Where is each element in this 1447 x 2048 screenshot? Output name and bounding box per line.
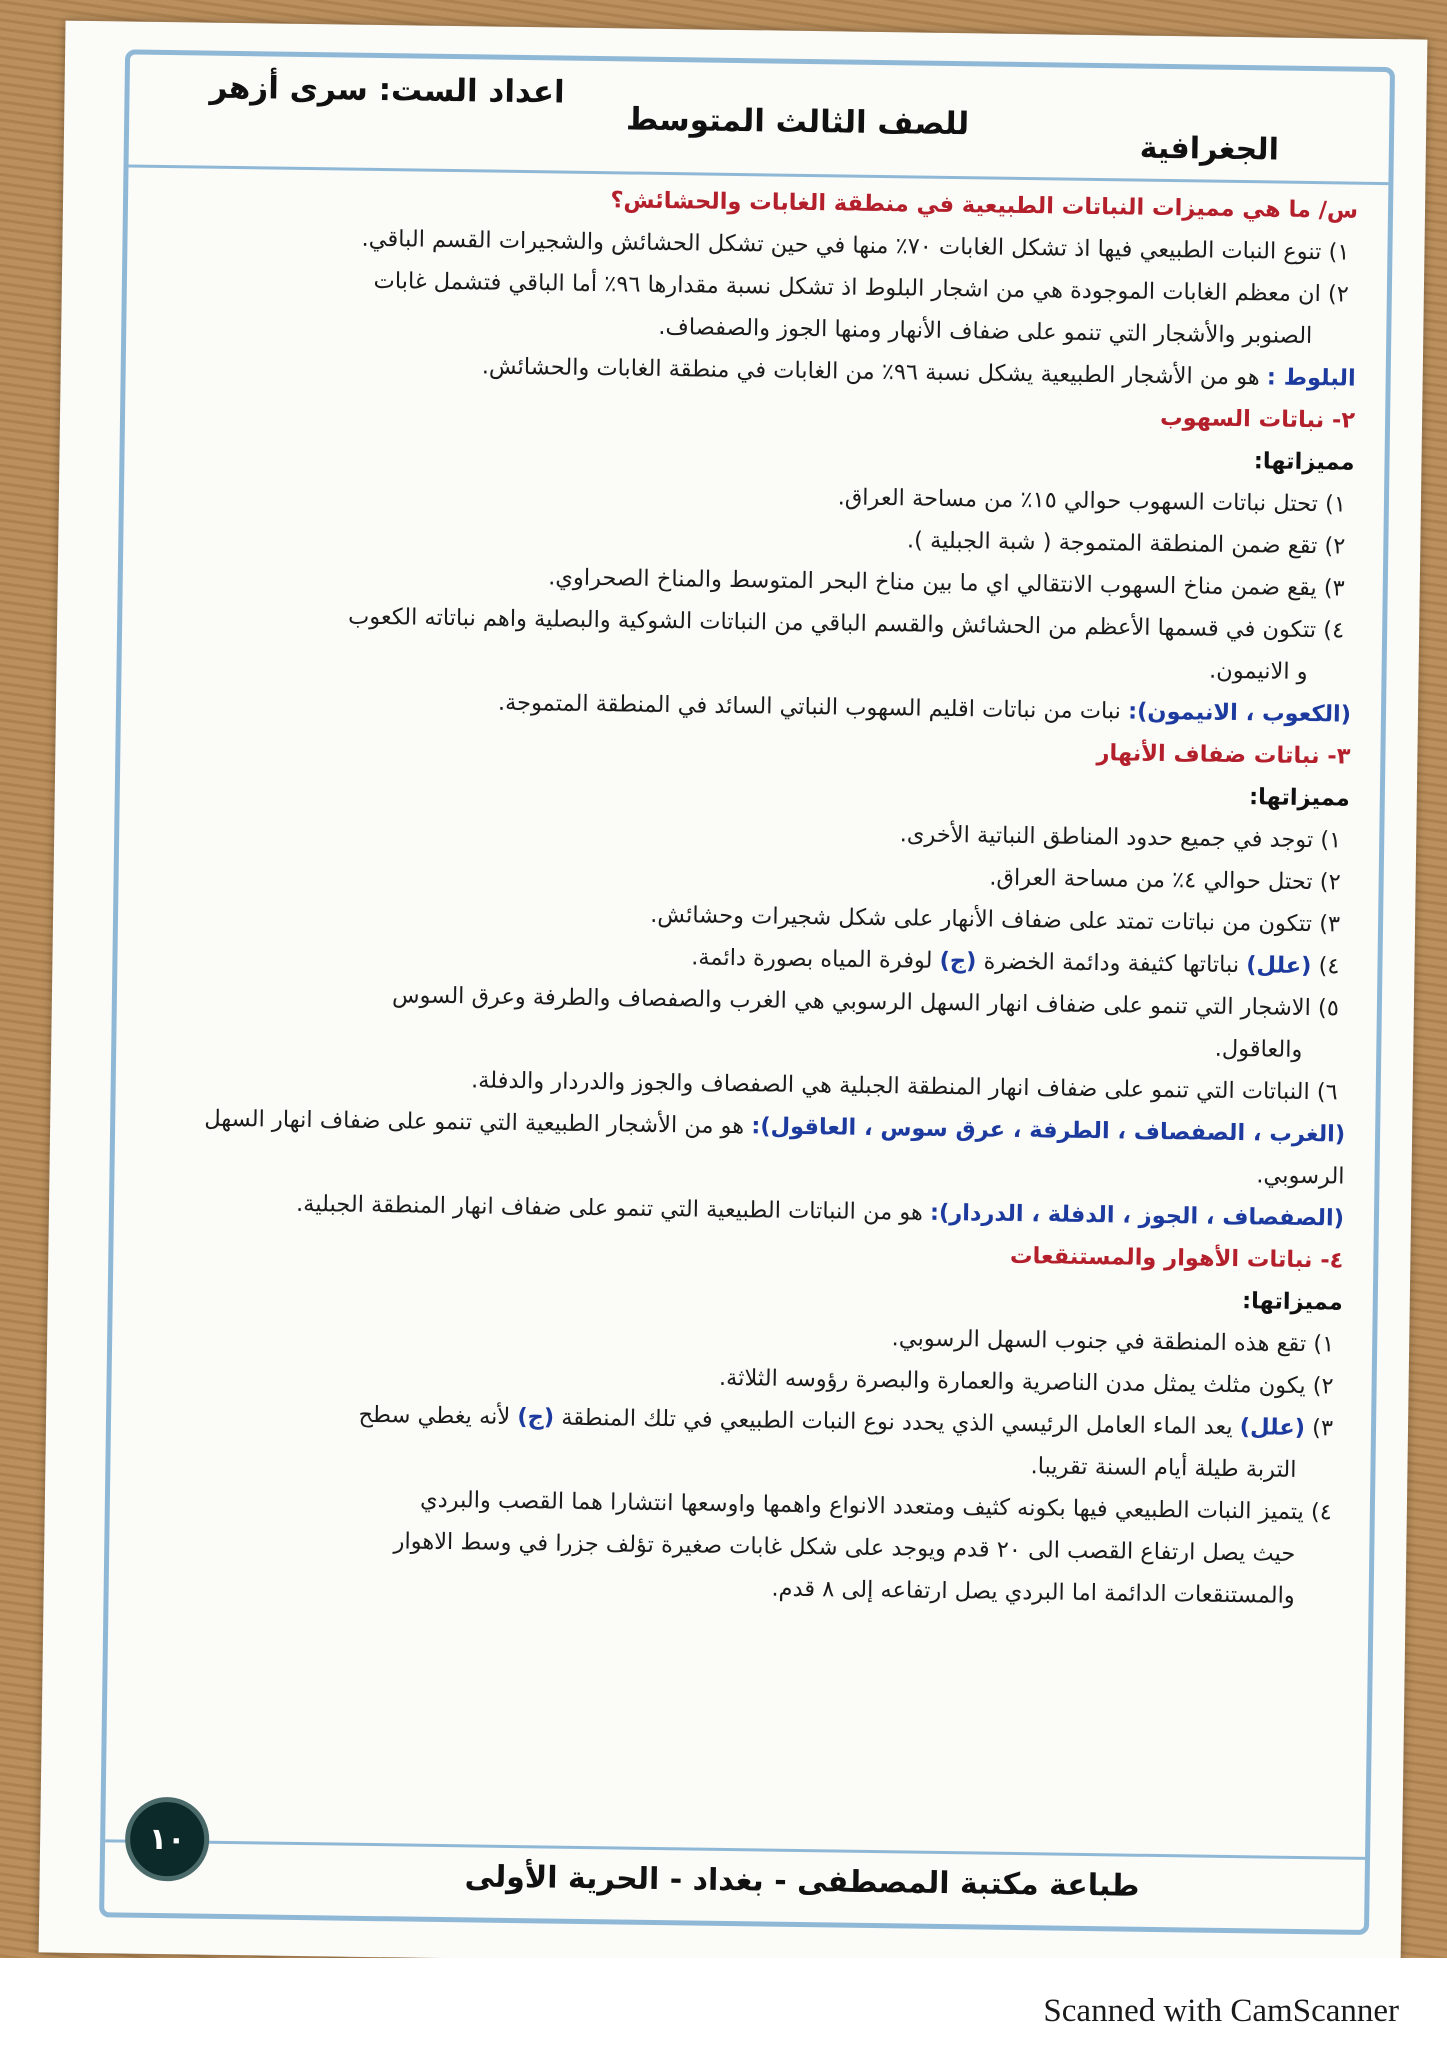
why-marker: (علل) <box>1239 1414 1306 1442</box>
list-item: ١) تنوع النبات الطبيعي فيها اذ تشكل الغابات ٧٠٪ منها في حين تشكل الحشائش والشجيرات القسم الباقي. <box>361 225 1350 266</box>
list-item: ٥) الاشجار التي تنمو على ضفاف انهار السهل الرسوبي هي الغرب والصفصاف والطرفة وعرق السوس <box>391 982 1340 1022</box>
list-item: ١) تحتل نباتات السهوب حوالي ١٥٪ من مساحة العراق. <box>837 484 1347 518</box>
definition-text: نبات من نباتات اقليم السهوب النباتي السائد في المنطقة المتموجة. <box>497 689 1122 725</box>
features-label: مميزاتها: <box>1248 784 1350 812</box>
why-marker: (علل) <box>1246 952 1312 980</box>
item-text: يعد الماء العامل الرئيسي الذي يحدد نوع النبات الطبيعي في تلك المنطقة <box>561 1404 1233 1441</box>
list-item: ٢) تحتل حوالي ٤٪ من مساحة العراق. <box>989 864 1341 896</box>
definition-term: (الغرب ، الصفصاف ، الطرفة ، عرق سوس ، العاقول): <box>751 1113 1346 1148</box>
page-header <box>129 54 1390 185</box>
page-footer <box>104 1821 1365 1930</box>
list-item-continuation: والمستنقعات الدائمة اما البردي يصل ارتفاعه إلى ٨ قدم. <box>771 1575 1295 1609</box>
definition-term: البلوط : <box>1266 364 1356 392</box>
list-item: ٤) يتميز النبات الطبيعي فيها بكونه كثيف ومتعدد الانواع واهمها واوسعها انتشارا هما القصب والبردي <box>419 1486 1333 1526</box>
list-item: ٢) يكون مثلث يمثل مدن الناصرية والعمارة والبصرة رؤوسه الثلاثة. <box>718 1364 1334 1400</box>
subject-title: الجغرافية <box>1139 130 1280 168</box>
list-item: ٦) النباتات التي تنمو على ضفاف انهار المنطقة الجبلية هي الصفصاف والجوز والدردار والدفلة. <box>470 1067 1338 1106</box>
printer-credit: طباعة مكتبة المصطفى - بغداد - الحرية الأولى <box>464 1859 1140 1904</box>
answer-marker: (ج) <box>939 947 977 975</box>
author-credit: اعداد الست: سرى أزهر <box>209 69 565 111</box>
list-item: ٢) ان معظم الغابات الموجودة هي من اشجار البلوط اذ تشكل نسبة مقدارها ٩٦٪ أما الباقي فتشمل غابات <box>373 267 1350 308</box>
page-number-badge: ١٠ <box>125 1797 210 1882</box>
list-item-continuation: والعاقول. <box>1214 1035 1303 1063</box>
camscanner-watermark: Scanned with CamScanner <box>1043 1993 1399 2029</box>
scanned-page <box>39 21 1428 1972</box>
answer-marker: (ج) <box>517 1404 555 1431</box>
item-number: ٣) <box>1311 1415 1334 1442</box>
section-title: ٣- نباتات ضفاف الأنهار <box>1096 740 1351 770</box>
features-label: مميزاتها: <box>1253 448 1355 476</box>
item-text: لوفرة المياه بصورة دائمة. <box>691 944 933 974</box>
list-item-continuation: التربة طيلة أيام السنة تقريبا. <box>1030 1453 1297 1483</box>
list-item-continuation: و الانيمون. <box>1208 657 1308 685</box>
section-title: ٢- نباتات السهوب <box>1159 404 1356 434</box>
list-item: ١) تقع هذه المنطقة في جنوب السهل الرسوبي. <box>891 1325 1335 1358</box>
section-title: ٤- نباتات الأهوار والمستنقعات <box>1009 1242 1344 1274</box>
definition-text: هو من النباتات الطبيعية التي تنمو على ضفاف انهار المنطقة الجبلية. <box>295 1190 924 1226</box>
definition-term: (الكعوب ، الانيمون): <box>1127 698 1352 728</box>
page-frame <box>99 49 1395 1935</box>
definition-text: هو من الأشجار الطبيعية التي تنمو على ضفاف انهار السهل الرسوبي. <box>204 1105 1345 1190</box>
scan-margin <box>0 1958 1447 2048</box>
definition-text: هو من الأشجار الطبيعية يشكل نسبة ٩٦٪ من الغابات في منطقة الغابات والحشائش. <box>481 353 1260 391</box>
features-label: مميزاتها: <box>1241 1288 1343 1316</box>
list-item: ١) توجد في جميع حدود المناطق النباتية الأخرى. <box>899 821 1342 854</box>
list-item-continuation: حيث يصل ارتفاع القصب الى ٢٠ قدم ويوجد على شكل غابات صغيرة تؤلف جزرا في وسط الاهوار <box>393 1528 1296 1567</box>
list-item: ٤) تتكون في قسمها الأعظم من الحشائش والقسم الباقي من النباتات الشوكية والبصلية واهم نباتاته الكعوب <box>347 603 1345 644</box>
question-heading: س/ ما هي مميزات النباتات الطبيعية في منطقة الغابات والحشائش؟ <box>610 187 1359 224</box>
list-item-continuation: الصنوبر والأشجار التي تنمو على ضفاف الأنهار ومنها الجوز والصفصاف. <box>658 313 1313 350</box>
list-item: ٣) تتكون من نباتات تمتد على ضفاف الأنهار على شكل شجيرات وحشائش. <box>650 901 1341 938</box>
list-item: ٢) تقع ضمن المنطقة المتموجة ( شبة الجبلية ). <box>906 527 1346 560</box>
item-text: نباتاتها كثيفة ودائمة الخضرة <box>983 948 1240 979</box>
list-item: ٣) يقع ضمن مناخ السهوب الانتقالي اي ما بين مناخ البحر المتوسط والمناخ الصحراوي. <box>548 564 1345 602</box>
grade-title: للصف الثالث المتوسط <box>625 101 970 143</box>
page-content <box>138 173 1358 1618</box>
item-number: ٤) <box>1318 953 1340 980</box>
definition-term: (الصفصاف ، الجوز ، الدفلة ، الدردار): <box>929 1199 1345 1232</box>
item-text: لأنه يغطي سطح <box>358 1401 511 1430</box>
